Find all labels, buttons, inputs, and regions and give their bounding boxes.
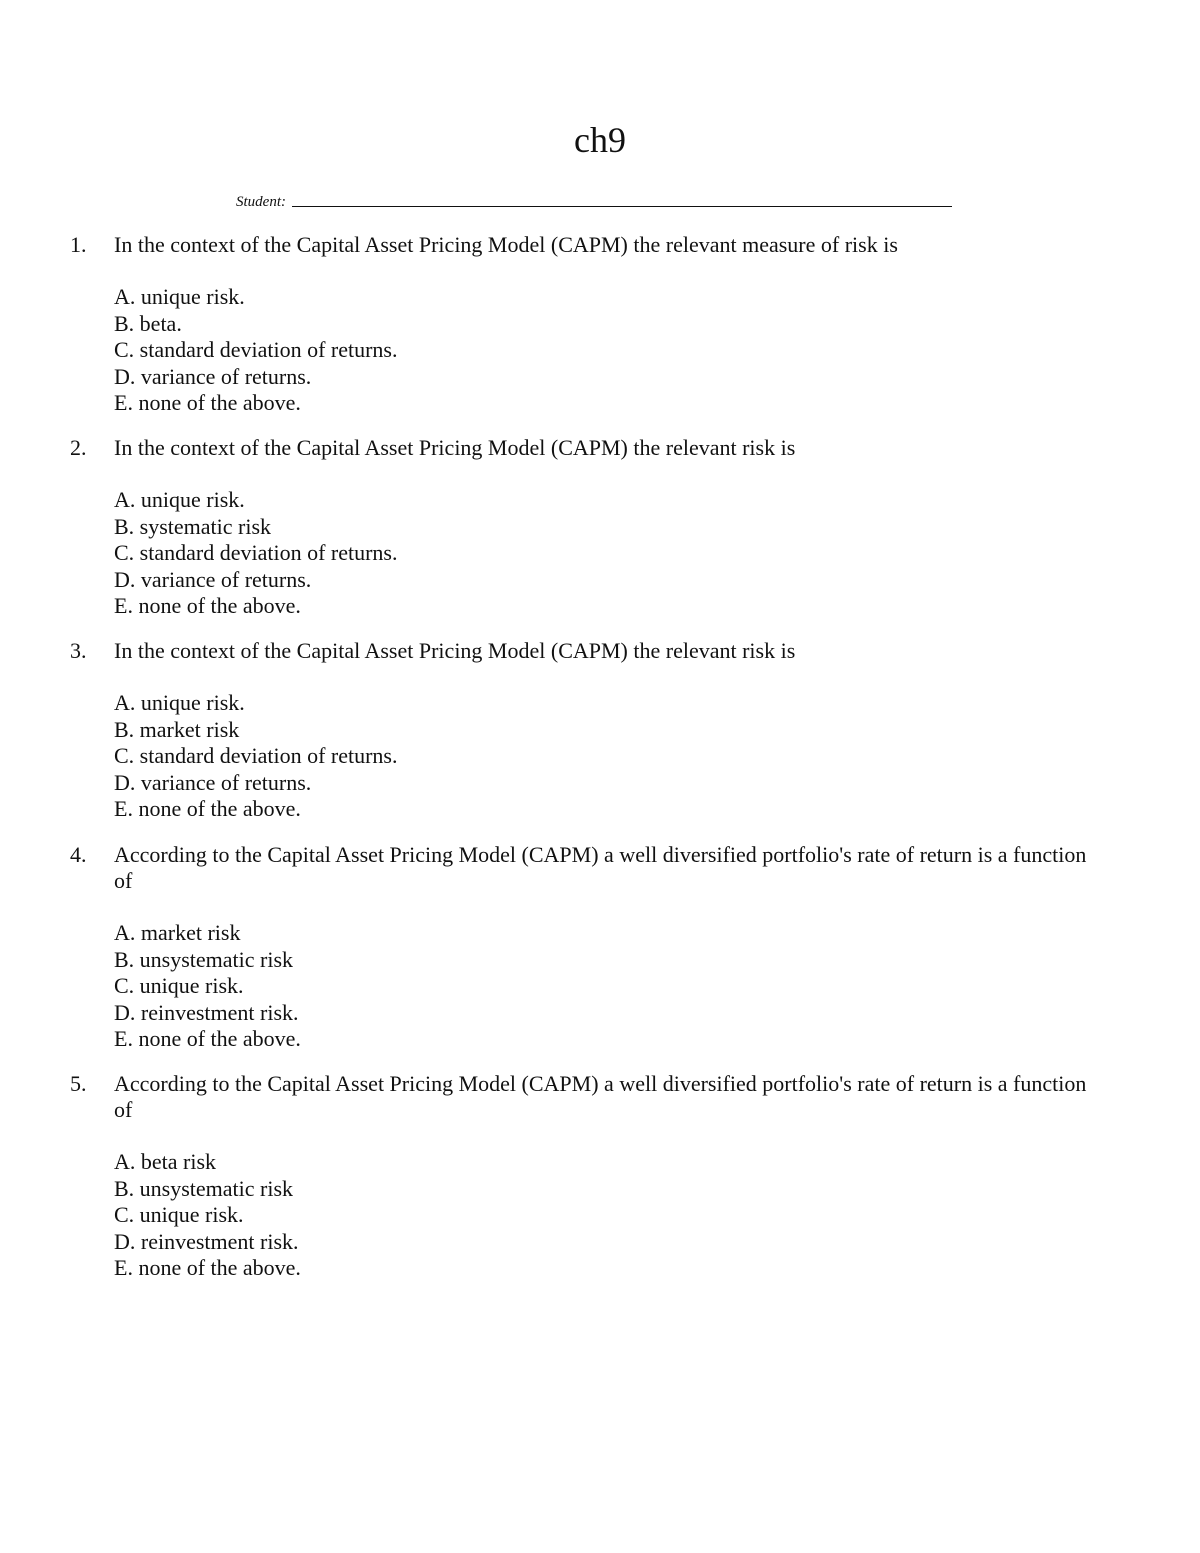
question-stem xyxy=(70,1071,1110,1123)
option-c: C. standard deviation of returns. xyxy=(114,743,398,768)
question-3 xyxy=(70,638,1110,823)
question-number: 4. xyxy=(70,842,87,867)
option-b: B. unsystematic risk xyxy=(114,946,294,972)
answer-options xyxy=(114,690,1110,823)
option-b: B. systematic risk xyxy=(114,513,272,539)
question-number: 3. xyxy=(70,638,87,663)
question-text: According to the Capital Asset Pricing Model (CAPM) a well diversified portfolio's rate of return is a function of xyxy=(114,842,1087,893)
option-b: B. beta. xyxy=(114,310,182,336)
page-title: ch9 xyxy=(574,120,626,160)
question-text: In the context of the Capital Asset Pricing Model (CAPM) the relevant measure of risk is xyxy=(114,232,898,257)
option-a: A. unique risk. xyxy=(114,690,245,715)
option-a: A. beta risk xyxy=(114,1149,217,1174)
student-name-blank xyxy=(292,206,952,207)
option-c: C. standard deviation of returns. xyxy=(114,337,398,362)
option-d: D. variance of returns. xyxy=(114,769,312,795)
answer-options xyxy=(114,920,1110,1053)
student-label: Student: xyxy=(236,194,286,210)
question-text: In the context of the Capital Asset Pricing Model (CAPM) the relevant risk is xyxy=(114,435,796,460)
question-text: In the context of the Capital Asset Pricing Model (CAPM) the relevant risk is xyxy=(114,638,796,663)
question-stem xyxy=(70,232,1110,258)
option-e: E. none of the above. xyxy=(114,593,301,618)
option-c: C. standard deviation of returns. xyxy=(114,540,398,565)
option-c: C. unique risk. xyxy=(114,973,244,998)
option-a: A. market risk xyxy=(114,920,241,945)
question-stem xyxy=(70,638,1110,664)
option-d: D. reinvestment risk. xyxy=(114,1228,299,1254)
question-stem xyxy=(70,435,1110,461)
question-number: 5. xyxy=(70,1071,87,1096)
question-2 xyxy=(70,435,1110,620)
option-d: D. variance of returns. xyxy=(114,566,312,592)
answer-options xyxy=(114,1149,1110,1282)
question-stem xyxy=(70,842,1110,894)
question-4 xyxy=(70,842,1110,1053)
question-5 xyxy=(70,1071,1110,1282)
option-d: D. variance of returns. xyxy=(114,363,312,389)
question-text: According to the Capital Asset Pricing Model (CAPM) a well diversified portfolio's rate of return is a function of xyxy=(114,1071,1087,1122)
option-a: A. unique risk. xyxy=(114,487,245,512)
answer-options xyxy=(114,284,1110,417)
option-e: E. none of the above. xyxy=(114,1026,301,1051)
option-e: E. none of the above. xyxy=(114,1255,301,1280)
question-number: 1. xyxy=(70,232,87,257)
question-number: 2. xyxy=(70,435,87,460)
option-b: B. unsystematic risk xyxy=(114,1175,294,1201)
answer-options xyxy=(114,487,1110,620)
option-e: E. none of the above. xyxy=(114,796,301,821)
student-name-line xyxy=(236,187,952,211)
option-e: E. none of the above. xyxy=(114,390,301,415)
option-d: D. reinvestment risk. xyxy=(114,999,299,1025)
option-b: B. market risk xyxy=(114,716,240,742)
question-1 xyxy=(70,232,1110,417)
option-c: C. unique risk. xyxy=(114,1202,244,1227)
option-a: A. unique risk. xyxy=(114,284,245,309)
